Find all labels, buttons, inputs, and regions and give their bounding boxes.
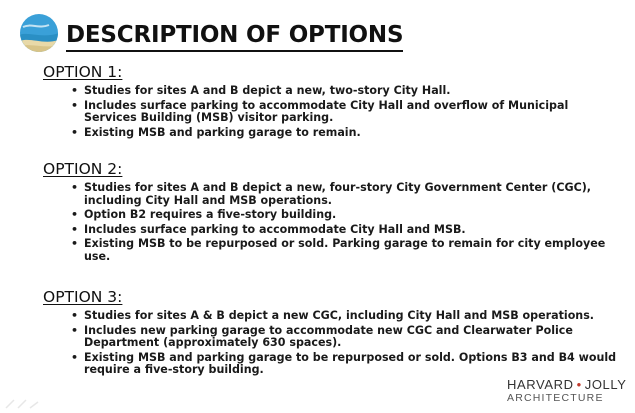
beach-landscape-icon bbox=[19, 13, 59, 53]
list-item: • Option B2 requires a five-story building. bbox=[71, 208, 337, 221]
bullet-icon: • bbox=[71, 208, 79, 221]
bullet-icon: • bbox=[71, 309, 79, 322]
list-item: • Existing MSB and parking garage to remain. bbox=[71, 125, 361, 139]
list-item: • Existing MSB and parking garage to be repurposed or sold. Options B3 and B4 would require a five-story building. bbox=[71, 350, 617, 376]
bullet-icon: • bbox=[71, 125, 79, 139]
list-item: • Includes surface parking to accommodate City Hall and overflow of Municipal Services Building (MSB) visitor parking. bbox=[71, 98, 569, 124]
bullet-icon: • bbox=[71, 323, 79, 337]
option-1-list bbox=[64, 85, 624, 141]
option-3-list bbox=[64, 310, 624, 379]
bullet-icon: • bbox=[71, 181, 79, 194]
list-item: • Studies for sites A & B depict a new CGC, including City Hall and MSB operations. bbox=[71, 309, 595, 322]
list-item: • Includes surface parking to accommodate City Hall and MSB. bbox=[71, 222, 466, 236]
bullet-icon: • bbox=[71, 350, 79, 364]
list-item: • Studies for sites A and B depict a new, two-story City Hall. bbox=[71, 84, 451, 97]
bullet-icon: • bbox=[71, 237, 79, 250]
list-item: • Includes new parking garage to accommodate new CGC and Clearwater Police Department (approximately 630 spaces). bbox=[71, 323, 573, 349]
brand-logo bbox=[507, 377, 627, 404]
option-2-list bbox=[64, 182, 624, 265]
bullet-icon: • bbox=[71, 84, 79, 97]
list-item: • Studies for sites A and B depict a new, four-story City Government Center (CGC), including City Hall and MSB operations. bbox=[71, 181, 592, 207]
brand-name: HARVARD • JOLLY bbox=[507, 377, 627, 392]
list-item: • Existing MSB to be repurposed or sold. Parking garage to remain for city employee use. bbox=[71, 237, 606, 263]
option-2-heading: OPTION 2: bbox=[43, 160, 123, 178]
option-3-heading: OPTION 3: bbox=[43, 288, 123, 306]
bullet-icon: • bbox=[71, 98, 79, 112]
option-1-heading: OPTION 1: bbox=[43, 63, 123, 81]
bullet-icon: • bbox=[71, 222, 79, 236]
watermark-decoration bbox=[4, 396, 114, 412]
brand-separator: • bbox=[576, 377, 582, 392]
brand-subtitle: ARCHITECTURE bbox=[507, 392, 604, 404]
page-title: DESCRIPTION OF OPTIONS bbox=[66, 22, 403, 52]
